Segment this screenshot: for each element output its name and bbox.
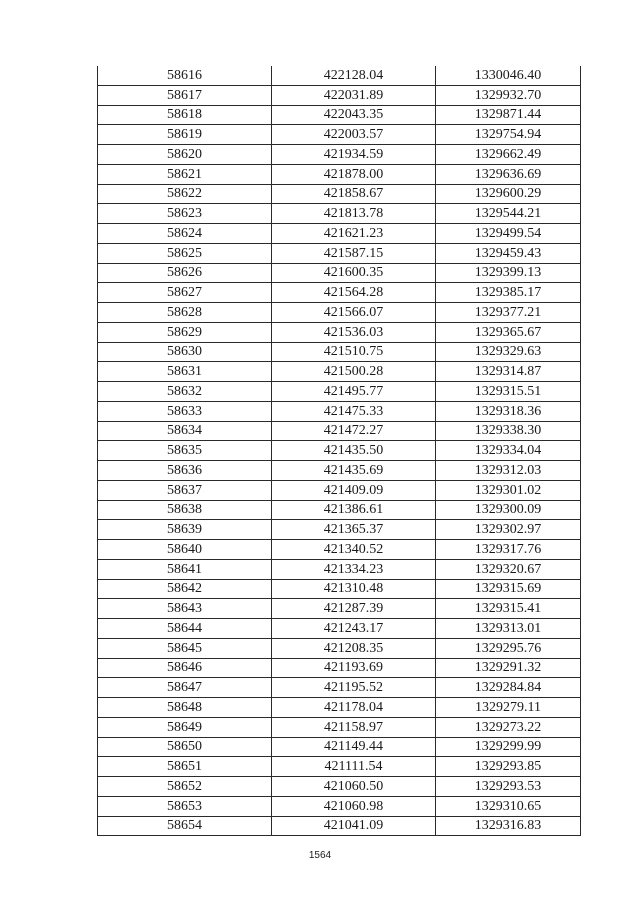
y-coordinate-cell: 1329279.11 <box>436 698 581 718</box>
x-coordinate-cell: 421500.28 <box>272 362 436 382</box>
point-id-cell: 58644 <box>98 619 272 639</box>
y-coordinate-cell: 1329338.30 <box>436 421 581 441</box>
y-coordinate-cell: 1330046.40 <box>436 66 581 85</box>
table-row <box>98 520 581 540</box>
table-row <box>98 224 581 244</box>
y-coordinate-cell: 1329315.41 <box>436 599 581 619</box>
x-coordinate-cell: 421310.48 <box>272 579 436 599</box>
table-row <box>98 362 581 382</box>
table-row <box>98 382 581 402</box>
x-coordinate-cell: 421495.77 <box>272 382 436 402</box>
x-coordinate-cell: 421158.97 <box>272 717 436 737</box>
point-id-cell: 58638 <box>98 500 272 520</box>
table-row <box>98 342 581 362</box>
x-coordinate-cell: 421566.07 <box>272 303 436 323</box>
y-coordinate-cell: 1329301.02 <box>436 480 581 500</box>
table-row <box>98 638 581 658</box>
y-coordinate-cell: 1329365.67 <box>436 322 581 342</box>
x-coordinate-cell: 421193.69 <box>272 658 436 678</box>
point-id-cell: 58631 <box>98 362 272 382</box>
point-id-cell: 58636 <box>98 461 272 481</box>
table-row <box>98 816 581 836</box>
point-id-cell: 58648 <box>98 698 272 718</box>
table-row <box>98 480 581 500</box>
x-coordinate-cell: 421600.35 <box>272 263 436 283</box>
point-id-cell: 58652 <box>98 777 272 797</box>
y-coordinate-cell: 1329662.49 <box>436 145 581 165</box>
y-coordinate-cell: 1329293.53 <box>436 777 581 797</box>
point-id-cell: 58646 <box>98 658 272 678</box>
y-coordinate-cell: 1329295.76 <box>436 638 581 658</box>
x-coordinate-cell: 421041.09 <box>272 816 436 836</box>
x-coordinate-cell: 421934.59 <box>272 145 436 165</box>
table-row <box>98 421 581 441</box>
x-coordinate-cell: 421409.09 <box>272 480 436 500</box>
y-coordinate-cell: 1329316.83 <box>436 816 581 836</box>
page-number: 1564 <box>308 850 332 861</box>
x-coordinate-cell: 421178.04 <box>272 698 436 718</box>
point-id-cell: 58633 <box>98 401 272 421</box>
y-coordinate-cell: 1329284.84 <box>436 678 581 698</box>
y-coordinate-cell: 1329754.94 <box>436 125 581 145</box>
point-id-cell: 58637 <box>98 480 272 500</box>
y-coordinate-cell: 1329334.04 <box>436 441 581 461</box>
point-id-cell: 58640 <box>98 540 272 560</box>
point-id-cell: 58641 <box>98 559 272 579</box>
y-coordinate-cell: 1329544.21 <box>436 204 581 224</box>
x-coordinate-cell: 421111.54 <box>272 757 436 777</box>
x-coordinate-cell: 421472.27 <box>272 421 436 441</box>
point-id-cell: 58623 <box>98 204 272 224</box>
point-id-cell: 58654 <box>98 816 272 836</box>
point-id-cell: 58618 <box>98 105 272 125</box>
point-id-cell: 58621 <box>98 164 272 184</box>
table-row <box>98 619 581 639</box>
y-coordinate-cell: 1329459.43 <box>436 243 581 263</box>
table-row <box>98 303 581 323</box>
x-coordinate-cell: 421149.44 <box>272 737 436 757</box>
table-row <box>98 66 581 85</box>
point-id-cell: 58643 <box>98 599 272 619</box>
table-row <box>98 540 581 560</box>
y-coordinate-cell: 1329600.29 <box>436 184 581 204</box>
table-row <box>98 777 581 797</box>
point-id-cell: 58650 <box>98 737 272 757</box>
table-row <box>98 757 581 777</box>
y-coordinate-cell: 1329317.76 <box>436 540 581 560</box>
x-coordinate-cell: 421536.03 <box>272 322 436 342</box>
y-coordinate-cell: 1329932.70 <box>436 85 581 105</box>
table-row <box>98 717 581 737</box>
point-id-cell: 58651 <box>98 757 272 777</box>
table-row <box>98 579 581 599</box>
x-coordinate-cell: 422043.35 <box>272 105 436 125</box>
y-coordinate-cell: 1329302.97 <box>436 520 581 540</box>
table-row <box>98 145 581 165</box>
y-coordinate-cell: 1329315.51 <box>436 382 581 402</box>
x-coordinate-cell: 421510.75 <box>272 342 436 362</box>
table-row <box>98 737 581 757</box>
table-row <box>98 283 581 303</box>
table-row <box>98 105 581 125</box>
table-row <box>98 461 581 481</box>
point-id-cell: 58632 <box>98 382 272 402</box>
point-id-cell: 58629 <box>98 322 272 342</box>
y-coordinate-cell: 1329293.85 <box>436 757 581 777</box>
point-id-cell: 58639 <box>98 520 272 540</box>
table-row <box>98 500 581 520</box>
x-coordinate-cell: 422031.89 <box>272 85 436 105</box>
table-row <box>98 698 581 718</box>
point-id-cell: 58647 <box>98 678 272 698</box>
x-coordinate-cell: 421060.98 <box>272 796 436 816</box>
table-row <box>98 184 581 204</box>
point-id-cell: 58625 <box>98 243 272 263</box>
table-row <box>98 658 581 678</box>
point-id-cell: 58649 <box>98 717 272 737</box>
y-coordinate-cell: 1329399.13 <box>436 263 581 283</box>
x-coordinate-cell: 421878.00 <box>272 164 436 184</box>
x-coordinate-cell: 421475.33 <box>272 401 436 421</box>
x-coordinate-cell: 421340.52 <box>272 540 436 560</box>
x-coordinate-cell: 421386.61 <box>272 500 436 520</box>
point-id-cell: 58635 <box>98 441 272 461</box>
y-coordinate-cell: 1329636.69 <box>436 164 581 184</box>
table-row <box>98 322 581 342</box>
table-row <box>98 401 581 421</box>
point-id-cell: 58624 <box>98 224 272 244</box>
table-row <box>98 204 581 224</box>
y-coordinate-cell: 1329315.69 <box>436 579 581 599</box>
table-row <box>98 559 581 579</box>
table-row <box>98 164 581 184</box>
y-coordinate-cell: 1329312.03 <box>436 461 581 481</box>
table-row <box>98 599 581 619</box>
y-coordinate-cell: 1329377.21 <box>436 303 581 323</box>
y-coordinate-cell: 1329385.17 <box>436 283 581 303</box>
point-id-cell: 58645 <box>98 638 272 658</box>
y-coordinate-cell: 1329499.54 <box>436 224 581 244</box>
point-id-cell: 58622 <box>98 184 272 204</box>
table-row <box>98 243 581 263</box>
x-coordinate-cell: 421435.69 <box>272 461 436 481</box>
x-coordinate-cell: 421858.67 <box>272 184 436 204</box>
x-coordinate-cell: 421208.35 <box>272 638 436 658</box>
x-coordinate-cell: 421243.17 <box>272 619 436 639</box>
y-coordinate-cell: 1329314.87 <box>436 362 581 382</box>
x-coordinate-cell: 421060.50 <box>272 777 436 797</box>
coordinates-table-body <box>98 66 581 836</box>
y-coordinate-cell: 1329320.67 <box>436 559 581 579</box>
y-coordinate-cell: 1329273.22 <box>436 717 581 737</box>
y-coordinate-cell: 1329310.65 <box>436 796 581 816</box>
table-row <box>98 796 581 816</box>
y-coordinate-cell: 1329313.01 <box>436 619 581 639</box>
coordinates-table <box>97 66 581 836</box>
y-coordinate-cell: 1329300.09 <box>436 500 581 520</box>
x-coordinate-cell: 421564.28 <box>272 283 436 303</box>
table-row <box>98 441 581 461</box>
x-coordinate-cell: 421587.15 <box>272 243 436 263</box>
y-coordinate-cell: 1329291.32 <box>436 658 581 678</box>
y-coordinate-cell: 1329871.44 <box>436 105 581 125</box>
table-row <box>98 678 581 698</box>
point-id-cell: 58616 <box>98 66 272 85</box>
table-row <box>98 125 581 145</box>
point-id-cell: 58617 <box>98 85 272 105</box>
table-row <box>98 85 581 105</box>
x-coordinate-cell: 421365.37 <box>272 520 436 540</box>
point-id-cell: 58620 <box>98 145 272 165</box>
point-id-cell: 58628 <box>98 303 272 323</box>
x-coordinate-cell: 421195.52 <box>272 678 436 698</box>
point-id-cell: 58626 <box>98 263 272 283</box>
y-coordinate-cell: 1329318.36 <box>436 401 581 421</box>
table-row <box>98 263 581 283</box>
point-id-cell: 58630 <box>98 342 272 362</box>
point-id-cell: 58642 <box>98 579 272 599</box>
point-id-cell: 58634 <box>98 421 272 441</box>
y-coordinate-cell: 1329299.99 <box>436 737 581 757</box>
y-coordinate-cell: 1329329.63 <box>436 342 581 362</box>
x-coordinate-cell: 421287.39 <box>272 599 436 619</box>
point-id-cell: 58627 <box>98 283 272 303</box>
point-id-cell: 58619 <box>98 125 272 145</box>
x-coordinate-cell: 421435.50 <box>272 441 436 461</box>
x-coordinate-cell: 422128.04 <box>272 66 436 85</box>
x-coordinate-cell: 421621.23 <box>272 224 436 244</box>
point-id-cell: 58653 <box>98 796 272 816</box>
x-coordinate-cell: 421813.78 <box>272 204 436 224</box>
x-coordinate-cell: 421334.23 <box>272 559 436 579</box>
x-coordinate-cell: 422003.57 <box>272 125 436 145</box>
